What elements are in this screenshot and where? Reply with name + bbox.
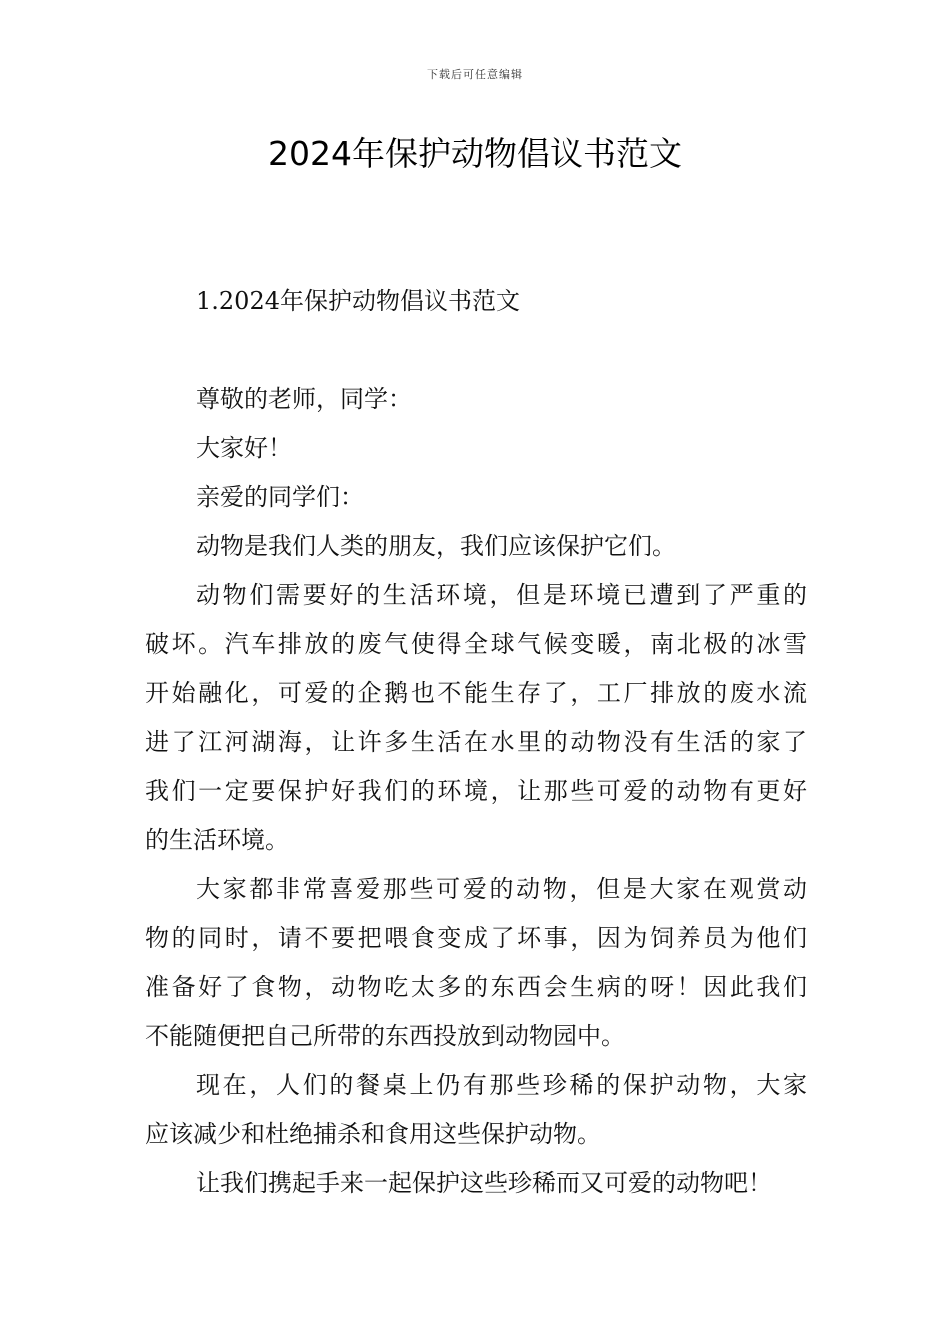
paragraph-line: 物的同时，请不要把喂食变成了坏事，因为饲养员为他们 [145, 924, 807, 952]
header-note: 下载后可任意编辑 [427, 68, 523, 81]
paragraph-line: 不能随便把自己所带的东西投放到动物园中。 [145, 1022, 625, 1050]
paragraph-feeding [145, 865, 807, 1061]
paragraph-line: 应该减少和杜绝捕杀和食用这些保护动物。 [145, 1120, 601, 1148]
salutation: 尊敬的老师，同学： [196, 385, 412, 413]
paragraph-line: 的生活环境。 [145, 826, 289, 854]
address-line: 亲爱的同学们： [196, 483, 364, 511]
paragraph-line: 我们一定要保护好我们的环境，让那些可爱的动物有更好 [145, 777, 807, 805]
section-heading: 1.2024年保护动物倡议书范文 [196, 287, 520, 315]
letter-body [145, 375, 807, 1208]
paragraph-environment [145, 571, 807, 865]
paragraph-line: 开始融化，可爱的企鹅也不能生存了，工厂排放的废水流 [145, 679, 807, 707]
paragraph-line: 破坏。汽车排放的废气使得全球气候变暖，南北极的冰雪 [145, 630, 807, 658]
paragraph-line: 动物们需要好的生活环境，但是环境已遭到了严重的 [196, 581, 807, 609]
paragraph-line: 让我们携起手来一起保护这些珍稀而又可爱的动物吧！ [196, 1169, 772, 1197]
paragraph-line: 准备好了食物，动物吃太多的东西会生病的呀！因此我们 [145, 973, 807, 1001]
paragraph-line: 现在，人们的餐桌上仍有那些珍稀的保护动物，大家 [196, 1071, 807, 1099]
greeting-line: 大家好！ [196, 434, 292, 462]
paragraph-closing [145, 1159, 807, 1208]
document-title: 2024年保护动物倡议书范文 [268, 134, 682, 173]
paragraph-line: 大家都非常喜爱那些可爱的动物，但是大家在观赏动 [196, 875, 807, 903]
paragraph-dining [145, 1061, 807, 1159]
paragraph-line: 进了江河湖海，让许多生活在水里的动物没有生活的家了 [145, 728, 807, 756]
intro-line: 动物是我们人类的朋友，我们应该保护它们。 [196, 532, 676, 560]
